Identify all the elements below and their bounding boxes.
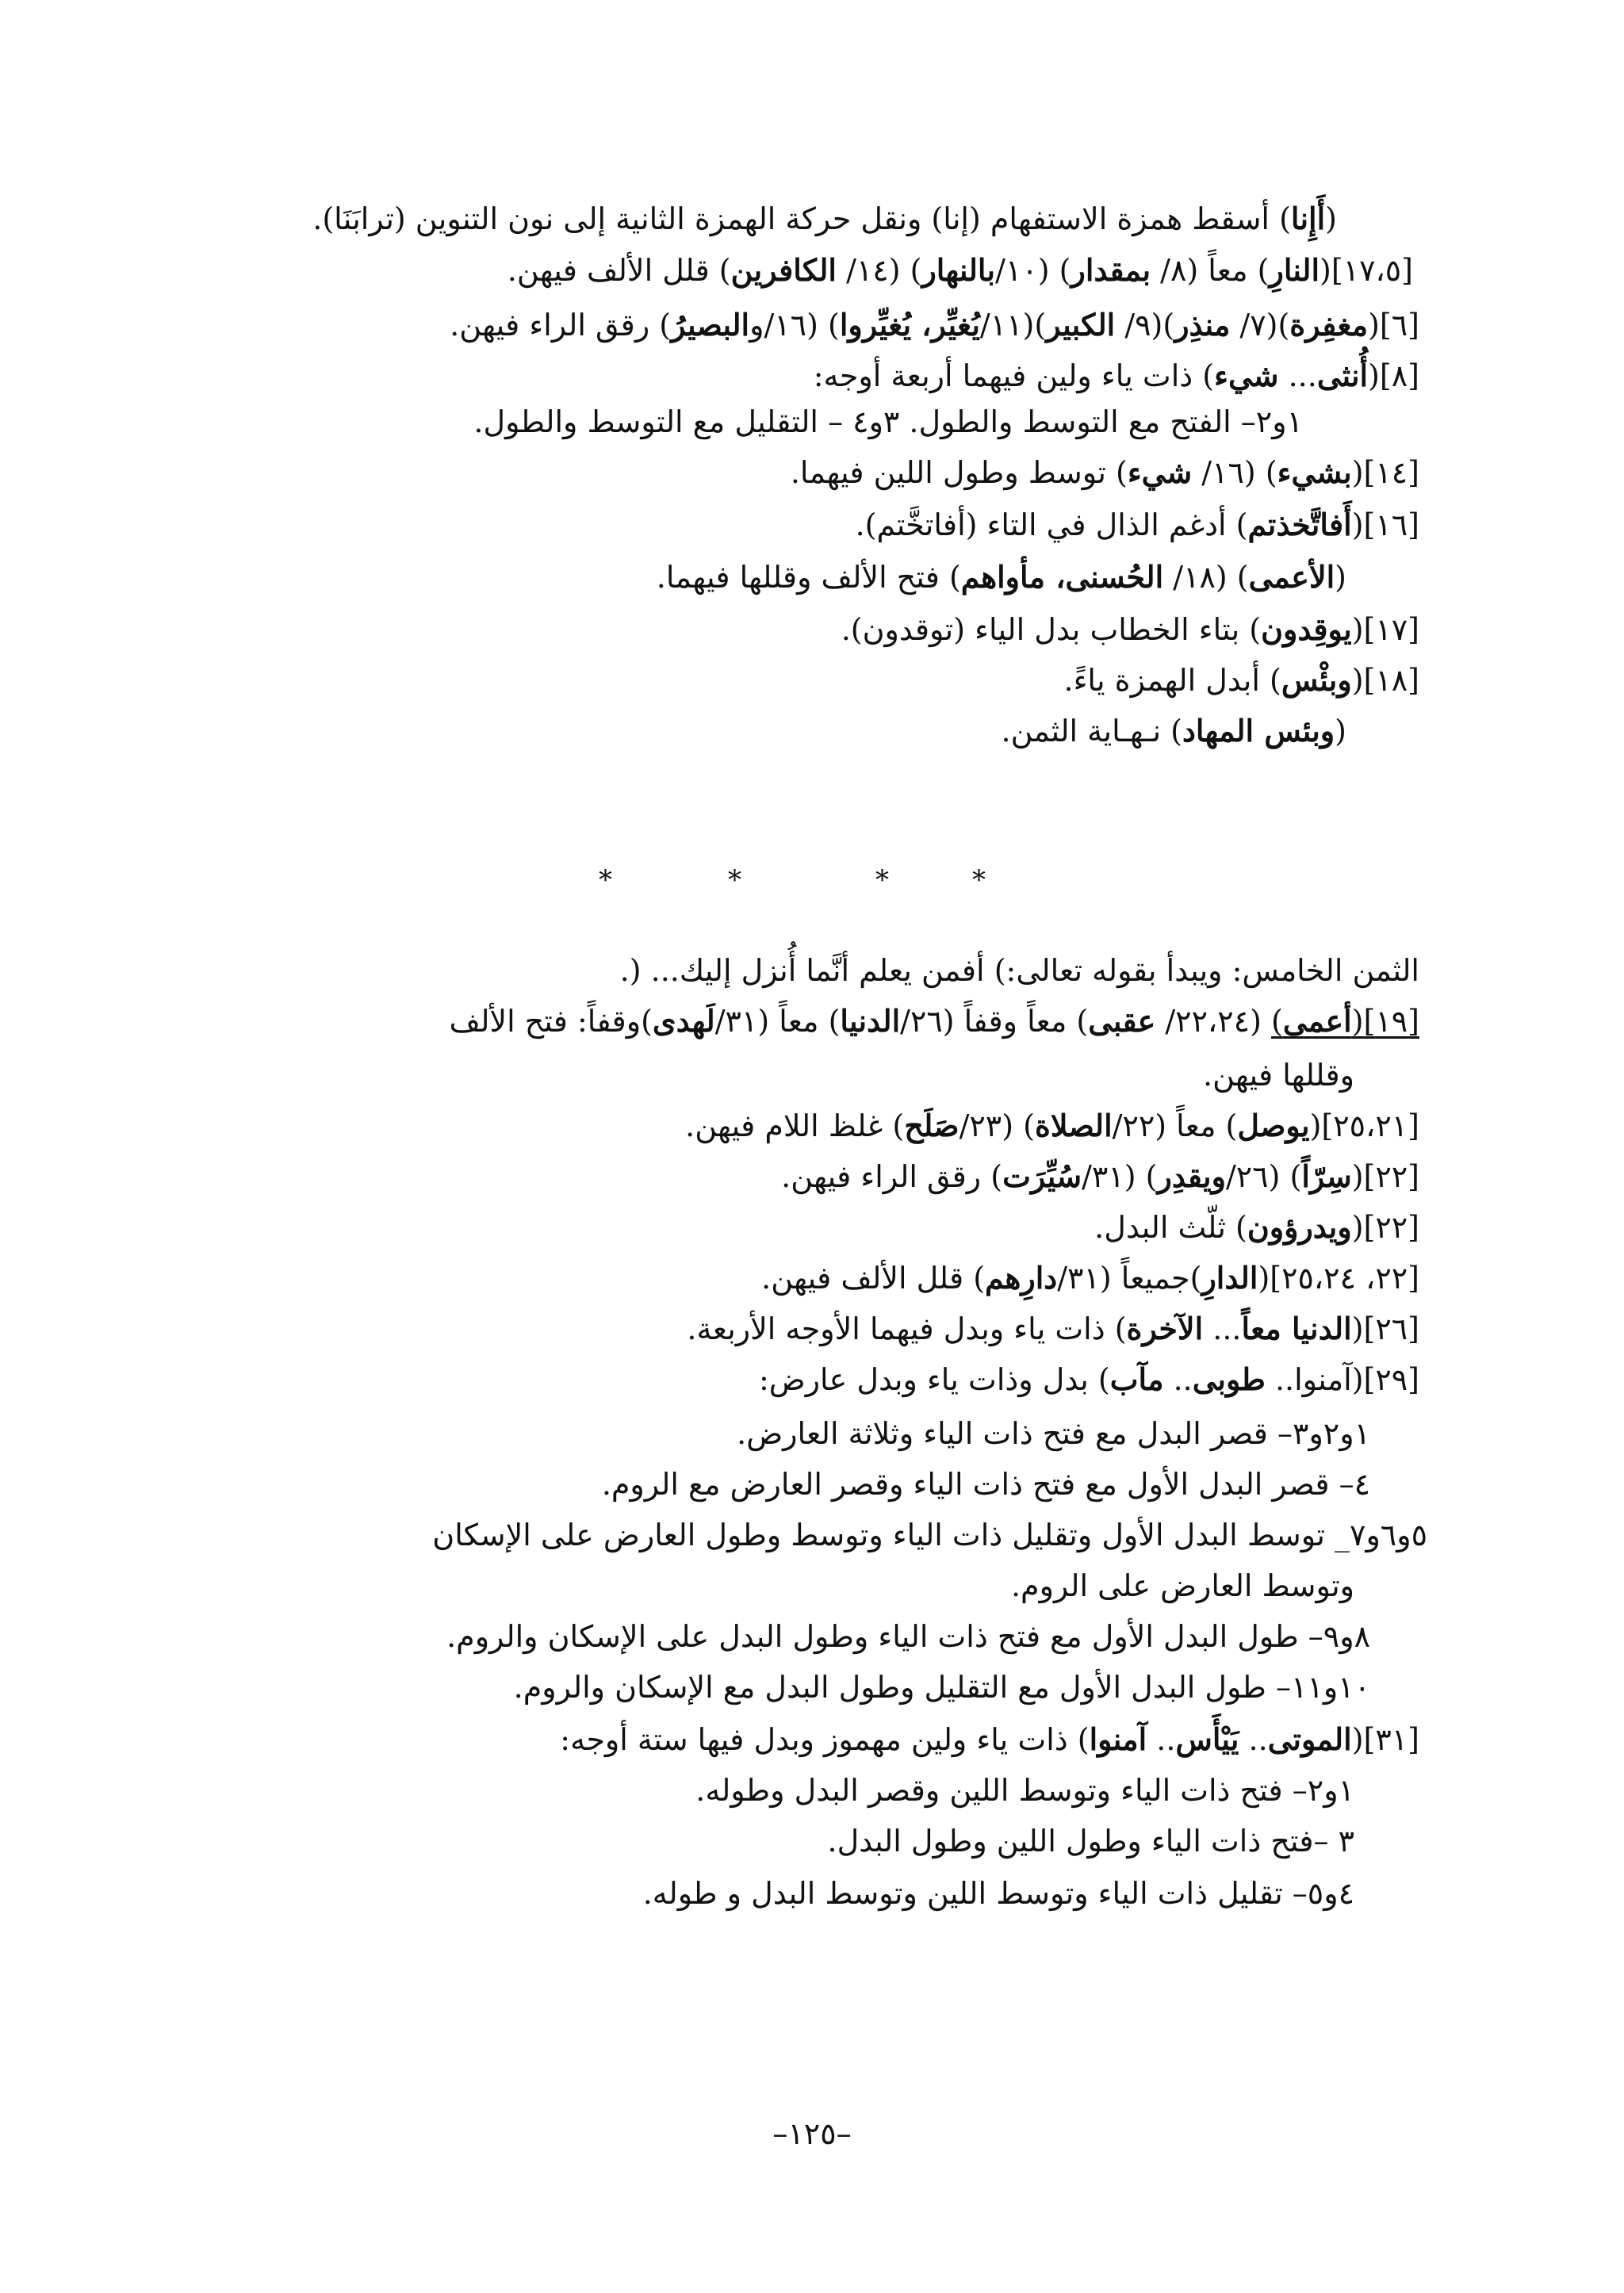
text-line: [١٩](أعمى) (٢٢،٢٤/ عقبى) معاً وقفاً (٢٦/الدنيا) معاً (٣١/لَهدى)وقفاً: فتح الألف	[449, 1003, 1419, 1039]
text-line: ١٠و١١– طول البدل الأول مع التقليل وطول البدل مع الإسكان والروم.	[513, 1670, 1370, 1705]
text-line: (أَإِنا) أسقط همزة الاستفهام (إنا) ونقل حركة الهمزة الثانية إلى نون التنوين (ترابَنَا).	[312, 201, 1337, 236]
text-line: [٨](أُنثى... شيء) ذات ياء ولين فيهما أربعة أوجه:	[813, 358, 1419, 393]
text-line: ٤و٥– تقليل ذات الياء وتوسط اللين وتوسط البدل و طوله.	[642, 1876, 1354, 1911]
divider-star: *	[599, 864, 612, 896]
text-line: الثمن الخامس: ويبدأ بقوله تعالى:) أفمن يعلم أنَّما أُنزل إليك... (.	[619, 953, 1419, 988]
text-line: [٢٩](آمنوا.. طوبى.. مآب) بدل وذات ياء وبدل عارض:	[758, 1361, 1419, 1397]
text-line: [١٧](يوقِدون) بتاء الخطاب بدل الياء (توقدون).	[841, 611, 1419, 647]
text-line: [٢٥،٢١](يوصل) معاً (٢٢/الصلاة) (٢٣/صَلَح) غلظ اللام فيهن.	[685, 1108, 1419, 1143]
text-line: [٢٦](الدنيا معاً... الآخرة) ذات ياء وبدل فيهما الأوجه الأربعة.	[687, 1311, 1419, 1346]
text-line: [٢٢](سِرّاً) (٢٦/ويقدِر) (٣١/سُيِّرَت) رقق الراء فيهن.	[781, 1158, 1419, 1194]
page-number: –١٢٥–	[772, 2116, 852, 2151]
text-line: [١٤](بشيء) (١٦/ شيء) توسط وطول اللين فيهما.	[790, 454, 1419, 490]
text-line: ٨و٩– طول البدل الأول مع فتح ذات الياء وطول البدل على الإسكان والروم.	[446, 1619, 1370, 1654]
text-line: [١٨](وبئْس) أبدل الهمزة ياءً.	[1063, 662, 1419, 698]
text-line: (الأعمى) (١٨/ الحُسنى، مأواهم) فتح الألف وقللها فيهما.	[656, 559, 1346, 595]
text-line: [١٦](أَفاتَّخذتم) أدغم الذال في التاء (أفاتخَّتم).	[855, 507, 1419, 542]
text-line: [٦](مغفِرة)(٧/ منذِر)(٩/ الكبير)(١١/يُغيِّر، يُغيِّروا) (١٦/والبصيرُ) رقق الراء فيهن.	[450, 307, 1419, 343]
text-line: [٢٢، ٢٥،٢٤](الدارِ)جميعاً (٣١/دارِهم) قلل الألف فيهن.	[761, 1260, 1419, 1296]
text-line: [٣١](الموتى.. يَيْأَس.. آمنوا) ذات ياء ولين مهموز وبدل فيها ستة أوجه:	[560, 1721, 1419, 1757]
divider-star: *	[728, 864, 741, 896]
text-line: ١و٢– فتح ذات الياء وتوسط اللين وقصر البدل وطوله.	[695, 1773, 1354, 1808]
text-line: [١٧،٥](النارِ) معاً (٨/ بمقدار) (١٠/بالنهار) (١٤/ الكافرين) قلل الألف فيهن.	[507, 252, 1413, 288]
text-line: ٥و٦و٧_ توسط البدل الأول وتقليل ذات الياء وتوسط وطول العارض على الإسكان	[432, 1518, 1427, 1552]
text-line: وقللها فيهن.	[1202, 1058, 1354, 1093]
divider-star: *	[875, 864, 889, 896]
text-line: ٣ –فتح ذات الياء وطول اللين وطول البدل.	[827, 1824, 1354, 1859]
text-line: ٤– قصر البدل الأول مع فتح ذات الياء وقصر العارض مع الروم.	[601, 1467, 1370, 1502]
text-line: ١و٢و٣– قصر البدل مع فتح ذات الياء وثلاثة العارض.	[737, 1416, 1370, 1451]
divider-star: *	[972, 864, 986, 896]
text-line: (وبئس المهاد) نـهـاية الثمن.	[1001, 713, 1346, 748]
text-line: [٢٢](ويدرؤون) ثلّث البدل.	[1094, 1209, 1419, 1245]
text-line: ١و٢– الفتح مع التوسط والطول. ٣و٤ – التقليل مع التوسط والطول.	[473, 404, 1303, 439]
section-divider	[0, 864, 1624, 896]
text-line: وتوسط العارض على الروم.	[1010, 1568, 1354, 1603]
